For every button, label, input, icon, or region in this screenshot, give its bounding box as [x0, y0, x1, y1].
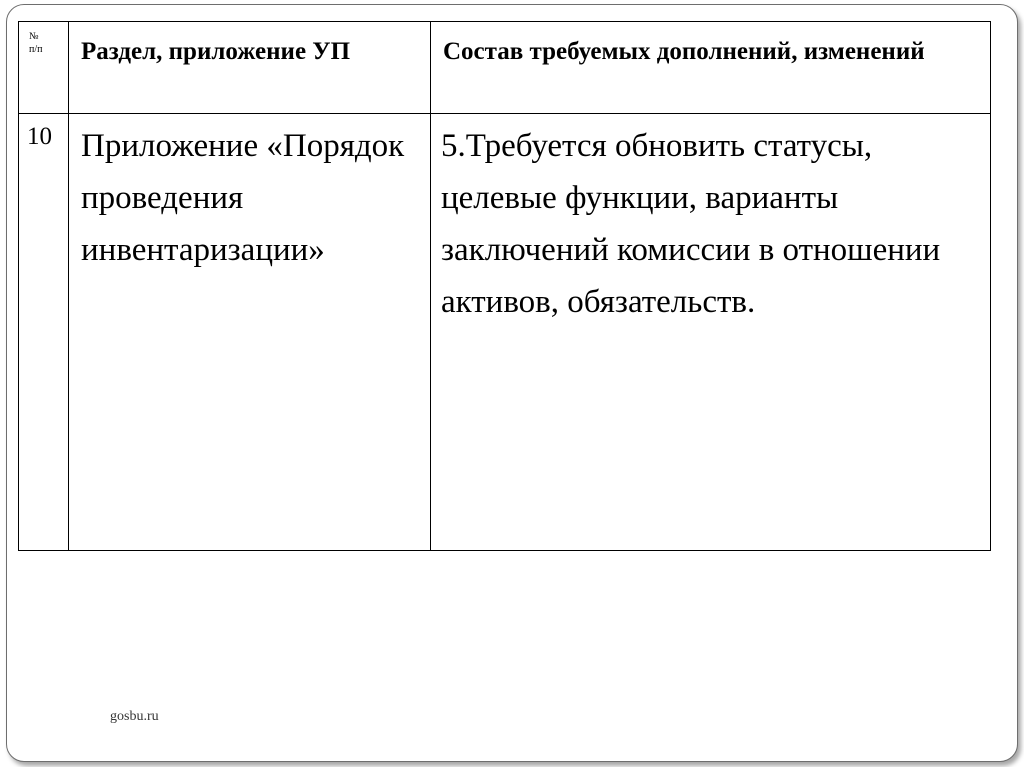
header-changes: Состав требуемых дополнений, изменений: [431, 22, 991, 114]
table-header-row: [19, 22, 991, 114]
footer-source-link[interactable]: gosbu.ru: [110, 709, 159, 724]
header-number-symbol: №: [29, 31, 39, 42]
requirements-table: [18, 21, 991, 551]
header-number: [19, 22, 69, 114]
table-row: [19, 114, 991, 551]
header-number-abbrev: п/п: [29, 44, 43, 55]
header-section: Раздел, приложение УП: [69, 22, 431, 114]
row-section: Приложение «Порядок проведения инвентаризации»: [69, 114, 431, 551]
row-number: 10: [19, 114, 69, 551]
row-changes: 5.Требуется обновить статусы, целевые функции, варианты заключений комиссии в отношении активов, обязательств.: [431, 114, 991, 551]
